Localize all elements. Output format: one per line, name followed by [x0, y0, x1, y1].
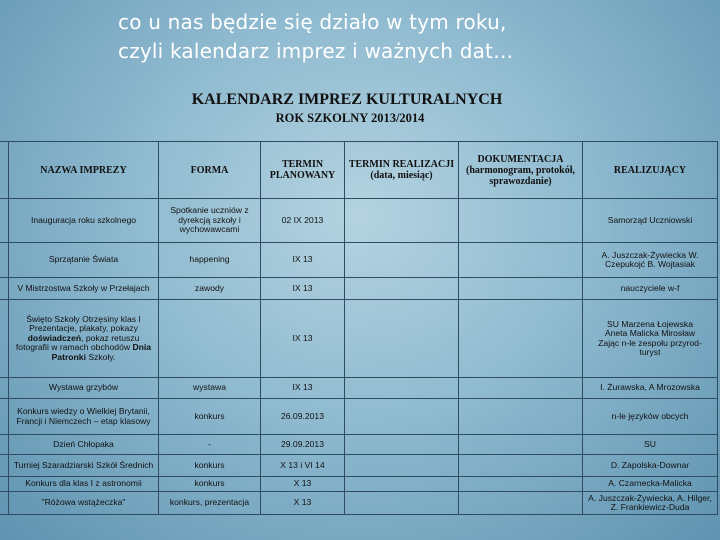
- column-header-planned: TERMIN PLANOWANY: [261, 142, 345, 199]
- cell-who: D. Zapolska-Downar: [583, 455, 718, 477]
- cell-who: SU Marzena Łojewska Aneta Malicka Mirosław Zając n-le zespołu przyrod-turyst: [583, 300, 718, 378]
- cell-docs: [459, 492, 583, 515]
- document-subheading: ROK SZKOLNY 2013/2014: [275, 111, 425, 125]
- cell-name-part: Szkoły.: [85, 351, 116, 362]
- cell-docs: [459, 278, 583, 300]
- cell-planned: IX 13: [261, 378, 345, 399]
- column-header-who: REALIZUJĄCY: [583, 142, 718, 199]
- table-row: [0, 199, 718, 243]
- table-header-row: [0, 142, 718, 199]
- cell-done: [345, 199, 459, 243]
- cell-form: -: [159, 435, 261, 455]
- cell-name: Dzień Chłopaka: [9, 435, 159, 455]
- cell-docs: [459, 243, 583, 278]
- cell-done: [345, 300, 459, 378]
- cell-docs: [459, 378, 583, 399]
- cell-lp: [0, 300, 9, 378]
- cell-who: nauczyciele w-f: [583, 278, 718, 300]
- cell-name: Konkurs wiedzy o Wielkiej Brytanii, Francji i Niemczech – etap klasowy: [9, 399, 159, 435]
- cell-docs: [459, 435, 583, 455]
- document-header: [0, 90, 720, 126]
- cell-who: SU: [583, 435, 718, 455]
- table-row: [0, 278, 718, 300]
- cell-docs: [459, 300, 583, 378]
- cell-who: Samorząd Uczniowski: [583, 199, 718, 243]
- cell-who: A. Czarnecka-Malicka: [583, 477, 718, 492]
- cell-who: I. Żurawska, A Mrozowska: [583, 378, 718, 399]
- cell-planned: X 13 i VI 14: [261, 455, 345, 477]
- slide-title-line-2: czyli kalendarz imprez i ważnych dat…: [118, 39, 514, 63]
- calendar-table: [0, 141, 718, 515]
- cell-name: V Mistrzostwa Szkoły w Przełajach: [9, 278, 159, 300]
- cell-name-part: , pokaz retuszu fotografii w ramach obchodów: [15, 332, 140, 353]
- cell-form: wystawa: [159, 378, 261, 399]
- cell-name: Sprzątanie Świata: [9, 243, 159, 278]
- cell-who: A. Juszczak-Żywiecka, A. Hilger, Z. Frankiewicz-Duda: [583, 492, 718, 515]
- cell-lp: [0, 492, 9, 515]
- column-header-docs: DOKUMENTACJA (harmonogram, protokół, sprawozdanie): [459, 142, 583, 199]
- cell-planned: IX 13: [261, 243, 345, 278]
- cell-form: konkurs: [159, 477, 261, 492]
- cell-form: [159, 300, 261, 378]
- table-row: [0, 378, 718, 399]
- cell-name: "Różowa wstążeczka": [9, 492, 159, 515]
- cell-who: n-le języków obcych: [583, 399, 718, 435]
- cell-done: [345, 243, 459, 278]
- cell-planned: X 13: [261, 492, 345, 515]
- cell-form: happening: [159, 243, 261, 278]
- cell-docs: [459, 455, 583, 477]
- cell-name: Inauguracja roku szkolnego: [9, 199, 159, 243]
- cell-name: Turniej Szaradziarski Szkół Średnich: [9, 455, 159, 477]
- cell-planned: IX 13: [261, 278, 345, 300]
- table-row: [0, 399, 718, 435]
- table-row: [0, 435, 718, 455]
- column-header-form: FORMA: [159, 142, 261, 199]
- cell-name: Konkurs dla klas I z astronomii: [9, 477, 159, 492]
- column-header-lp: [0, 142, 9, 199]
- cell-done: [345, 492, 459, 515]
- cell-who: A. Juszczak-Żywiecka W. Czepukojć B. Wojtasiak: [583, 243, 718, 278]
- table-row: [0, 477, 718, 492]
- cell-planned: 26.09.2013: [261, 399, 345, 435]
- cell-form: konkurs, prezentacja: [159, 492, 261, 515]
- cell-done: [345, 435, 459, 455]
- cell-name-part: Święto Szkoły Otrzęsiny klas I Prezentacje, plakaty, pokazy: [26, 313, 141, 334]
- cell-planned: IX 13: [261, 300, 345, 378]
- cell-planned: 02 IX 2013: [261, 199, 345, 243]
- cell-form: Spotkanie uczniów z dyrekcją szkoły i wychowawcami: [159, 199, 261, 243]
- cell-done: [345, 378, 459, 399]
- cell-form: konkurs: [159, 399, 261, 435]
- cell-name-bold: Dnia Patronki: [51, 342, 152, 362]
- cell-done: [345, 455, 459, 477]
- cell-name-bold: doświadczeń: [27, 332, 82, 343]
- document-heading: KALENDARZ IMPREZ KULTURALNYCH: [191, 91, 503, 108]
- cell-done: [345, 477, 459, 492]
- column-header-name: NAZWA IMPREZY: [9, 142, 159, 199]
- column-header-done: TERMIN REALIZACJI (data, miesiąc): [345, 142, 459, 199]
- cell-done: [345, 399, 459, 435]
- slide-title: [118, 8, 708, 66]
- cell-lp: [0, 399, 9, 435]
- cell-planned: 29.09.2013: [261, 435, 345, 455]
- cell-name: Wystawa grzybów: [9, 378, 159, 399]
- cell-done: [345, 278, 459, 300]
- cell-lp: [0, 278, 9, 300]
- cell-lp: [0, 199, 9, 243]
- cell-lp: [0, 435, 9, 455]
- cell-form: zawody: [159, 278, 261, 300]
- cell-planned: X 13: [261, 477, 345, 492]
- table-row: [0, 300, 718, 378]
- cell-docs: [459, 199, 583, 243]
- cell-docs: [459, 477, 583, 492]
- cell-lp: [0, 243, 9, 278]
- cell-docs: [459, 399, 583, 435]
- table-row: [0, 455, 718, 477]
- cell-form: konkurs: [159, 455, 261, 477]
- slide-title-line-1: co u nas będzie się działo w tym roku,: [118, 10, 507, 34]
- table-row: [0, 243, 718, 278]
- cell-lp: [0, 477, 9, 492]
- table-row: [0, 492, 718, 515]
- cell-lp: [0, 378, 9, 399]
- cell-lp: [0, 455, 9, 477]
- cell-name: [9, 300, 159, 378]
